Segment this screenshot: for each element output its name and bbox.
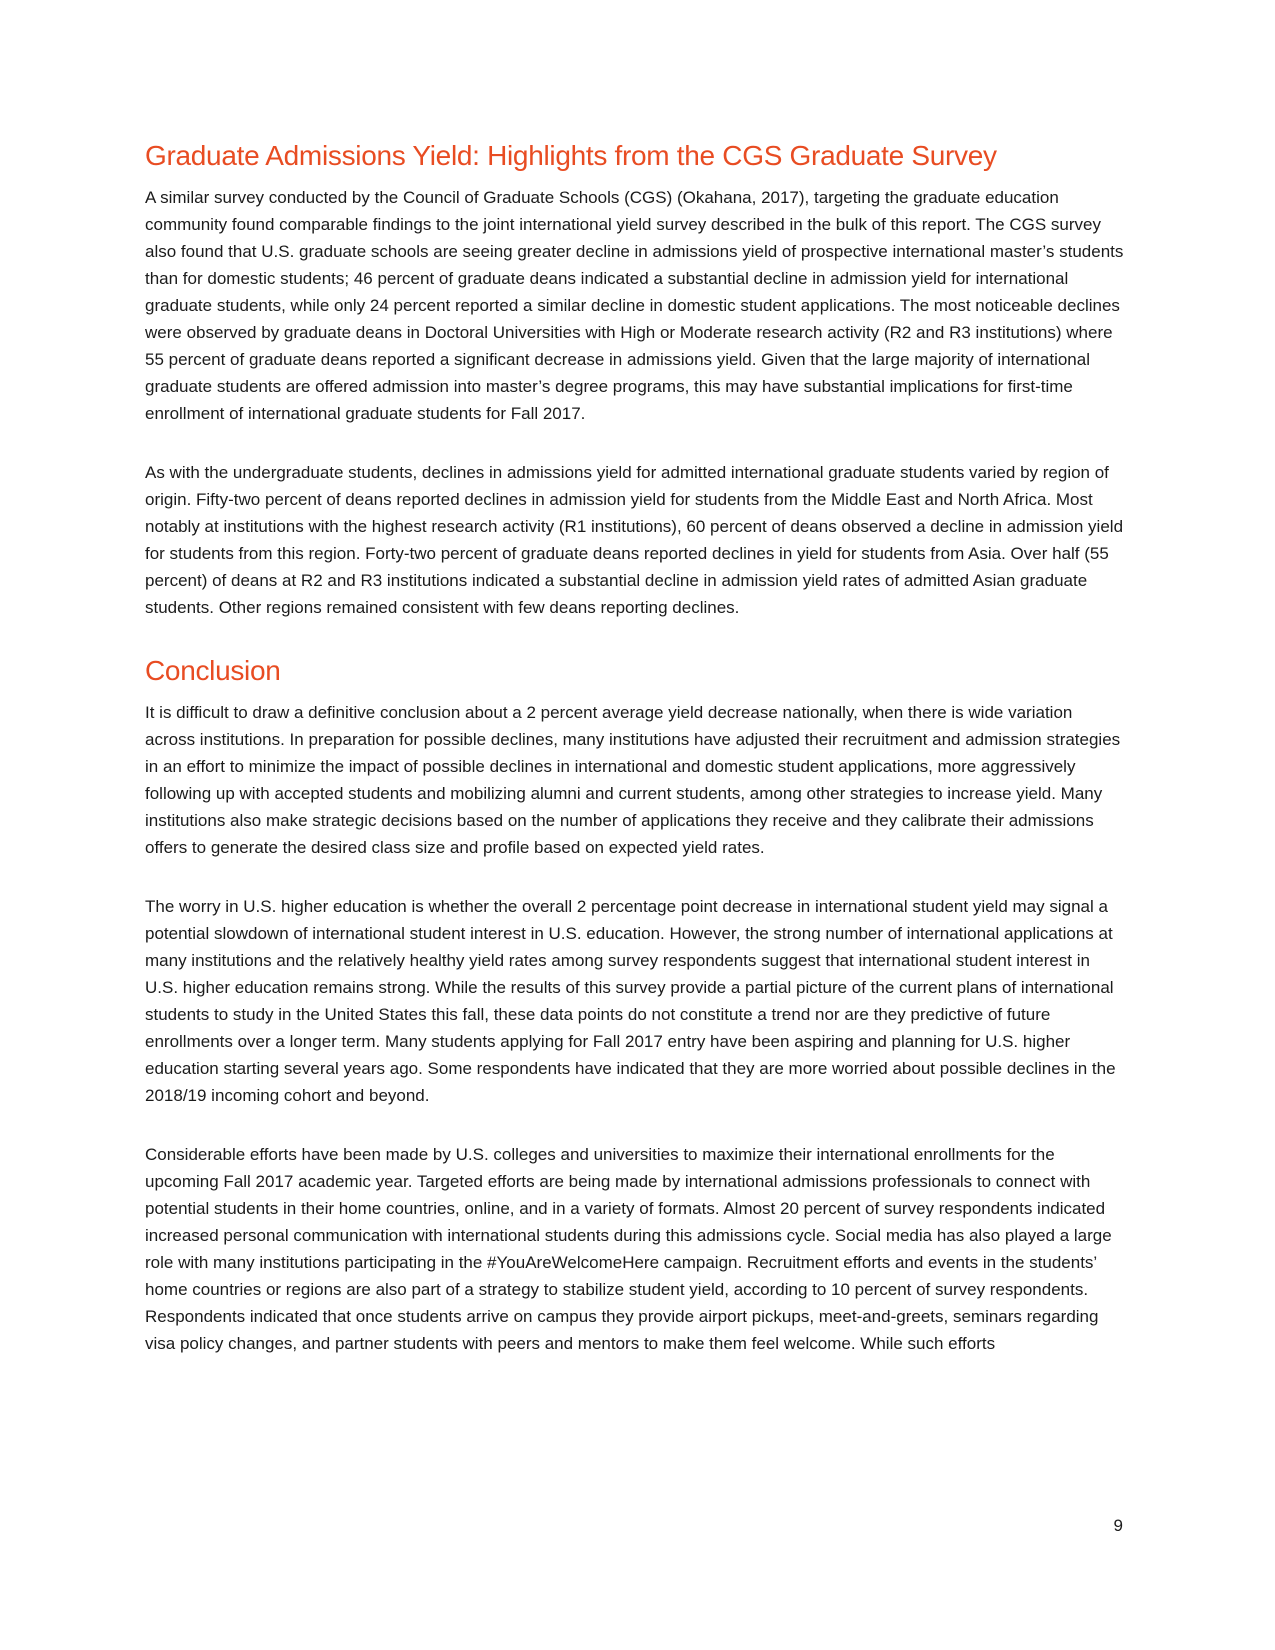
- heading-conclusion: Conclusion: [145, 655, 281, 686]
- paragraph-conclusion-overview: It is difficult to draw a definitive conclusion about a 2 percent average yield decrease nationally, when there is wide variation across institutions. In preparation for possible declines, many institutions have adjusted their recruitment and admission strategies in an effort to minimize the impact of possible declines in international and domestic student applications, more aggressively following up with accepted students and mobilizing alumni and current students, among other strategies to increase yield. Many institutions also make strategic decisions based on the number of applications they receive and they calibrate their admissions offers to generate the desired class size and profile based on expected yield rates.: [145, 703, 1121, 857]
- paragraph-enrollment-efforts: Considerable efforts have been made by U.S. colleges and universities to maximize their international enrollments for the upcoming Fall 2017 academic year. Targeted efforts are being made by international admissions professionals to connect with potential students in their home countries, online, and in a variety of formats. Almost 20 percent of survey respondents indicated increased personal communication with international students during this admissions cycle. Social media has also played a large role with many institutions participating in the #YouAreWelcomeHere campaign. Recruitment efforts and events in the students’ home countries or regions are also part of a strategy to stabilize student yield, according to 10 percent of survey respondents. Respondents indicated that once students arrive on campus they provide airport pickups, meet-and-greets, seminars regarding visa policy changes, and partner students with peers and mentors to make them feel welcome. While such efforts: [145, 1145, 1112, 1353]
- heading-graduate-admissions-yield: Graduate Admissions Yield: Highlights from the CGS Graduate Survey: [145, 140, 997, 171]
- paragraph-cgs-survey-findings: A similar survey conducted by the Council of Graduate Schools (CGS) (Okahana, 2017), targeting the graduate education community found comparable findings to the joint international yield survey described in the bulk of this report. The CGS survey also found that U.S. graduate schools are seeing greater decline in admissions yield of prospective international master’s students than for domestic students; 46 percent of graduate deans indicated a substantial decline in admission yield for international graduate students, while only 24 percent reported a similar decline in domestic student applications. The most noticeable declines were observed by graduate deans in Doctoral Universities with High or Moderate research activity (R2 and R3 institutions) where 55 percent of graduate deans reported a significant decrease in admissions yield. Given that the large majority of international graduate students are offered admission into master’s degree programs, this may have substantial implications for first-time enrollment of international graduate students for Fall 2017.: [145, 188, 1124, 423]
- section-cgs-graduate-survey: [145, 138, 1125, 621]
- section-conclusion: [145, 653, 1125, 1357]
- page-number: 9: [1113, 1516, 1123, 1535]
- paragraph-regional-declines: As with the undergraduate students, declines in admissions yield for admitted international graduate students varied by region of origin. Fifty-two percent of deans reported declines in admission yield for students from the Middle East and North Africa. Most notably at institutions with the highest research activity (R1 institutions), 60 percent of deans observed a decline in admission yield for students from this region. Forty-two percent of graduate deans reported declines in yield for students from Asia. Over half (55 percent) of deans at R2 and R3 institutions indicated a substantial decline in admission yield rates of admitted Asian graduate students. Other regions remained consistent with few deans reporting declines.: [145, 463, 1124, 617]
- document-content: [145, 138, 1125, 1357]
- paragraph-yield-worry: The worry in U.S. higher education is whether the overall 2 percentage point decrease in international student yield may signal a potential slowdown of international student interest in U.S. education. However, the strong number of international applications at many institutions and the relatively healthy yield rates among survey respondents suggest that international student interest in U.S. higher education remains strong. While the results of this survey provide a partial picture of the current plans of international students to study in the United States this fall, these data points do not constitute a trend nor are they predictive of future enrollments over a longer term. Many students applying for Fall 2017 entry have been aspiring and planning for U.S. higher education starting several years ago. Some respondents have indicated that they are more worried about possible declines in the 2018/19 incoming cohort and beyond.: [145, 897, 1116, 1105]
